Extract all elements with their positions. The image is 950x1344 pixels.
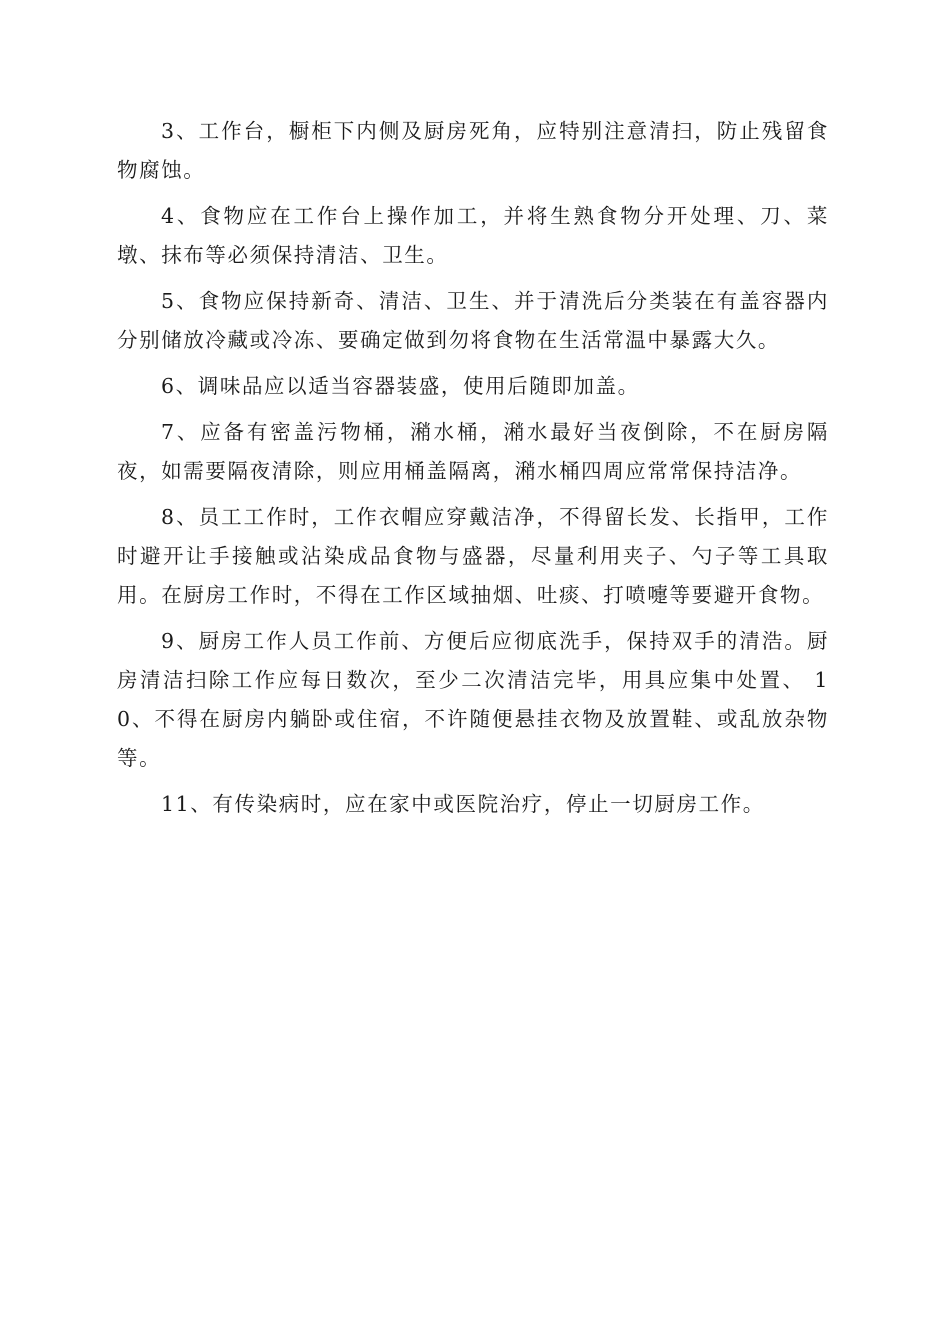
document-body: [117, 112, 829, 831]
paragraph-9-10: 9、厨房工作人员工作前、方便后应彻底洗手，保持双手的清浩。厨房清洁扫除工作应每日数次，至少二次清洁完毕，用具应集中处置、 10、不得在厨房内躺卧或住宿，不许随便悬挂衣物及放置鞋、或乱放杂物等。: [117, 629, 829, 770]
paragraph-7: 7、应备有密盖污物桶，潲水桶，潲水最好当夜倒除，不在厨房隔夜，如需要隔夜清除，则应用桶盖隔离，潲水桶四周应常常保持洁净。: [117, 420, 829, 483]
paragraph-4: 4、食物应在工作台上操作加工，并将生熟食物分开处理、刀、菜墩、抹布等必须保持清洁、卫生。: [117, 204, 829, 267]
paragraph-8: 8、员工工作时，工作衣帽应穿戴洁净，不得留长发、长指甲，工作时避开让手接触或沾染成品食物与盛器，尽量利用夹子、勺子等工具取用。在厨房工作时，不得在工作区域抽烟、吐痰、打喷嚏等要避开食物。: [117, 505, 829, 607]
paragraph-11: 11、有传染病时，应在家中或医院治疗，停止一切厨房工作。: [161, 792, 765, 816]
paragraph-3: 3、工作台，橱柜下内侧及厨房死角，应特别注意清扫，防止残留食物腐蚀。: [117, 119, 829, 182]
paragraph-5: 5、食物应保持新奇、清洁、卫生、并于清洗后分类装在有盖容器内分别储放冷藏或冷冻、要确定做到勿将食物在生活常温中暴露大久。: [117, 289, 829, 352]
paragraph-6: 6、调味品应以适当容器装盛，使用后随即加盖。: [161, 374, 640, 398]
